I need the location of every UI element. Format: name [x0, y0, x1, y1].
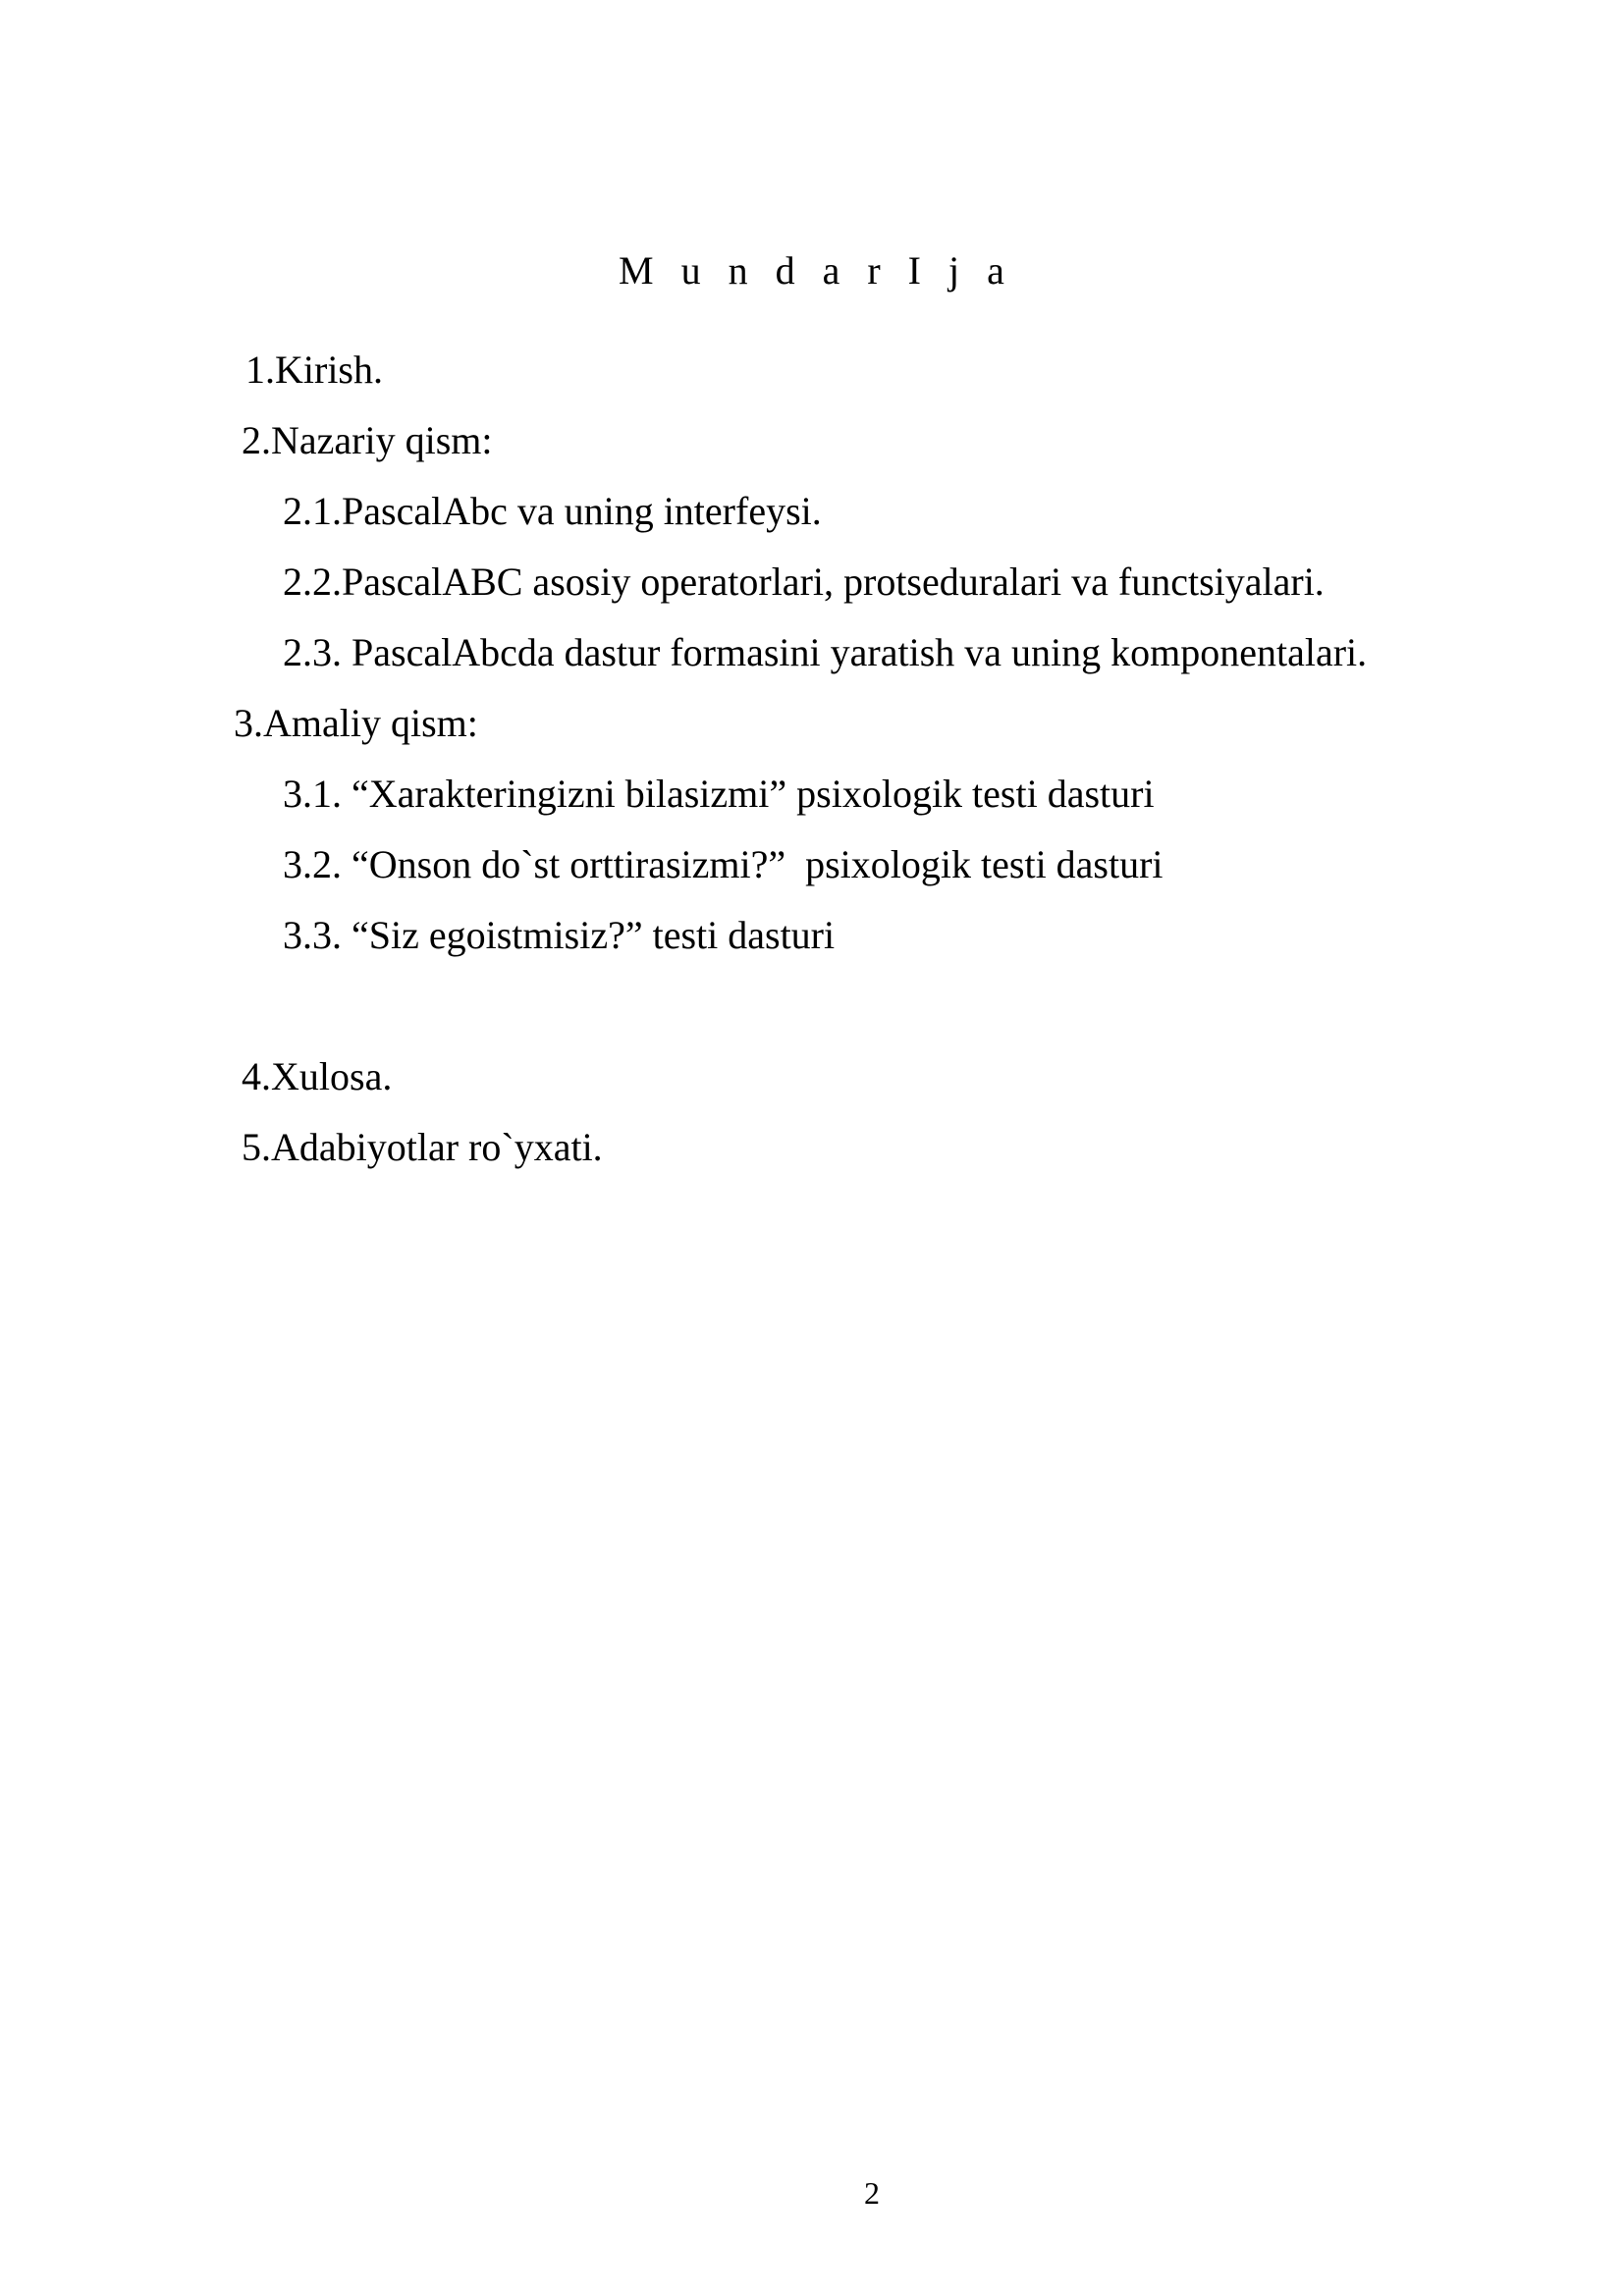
- toc-item-2-1: 2.1.PascalAbc va uning interfeysi.: [283, 489, 822, 533]
- toc-item-3-1: 3.1. “Xarakteringizni bilasizmi” psixologik testi dasturi: [283, 772, 1155, 816]
- toc-item-3-3: 3.3. “Siz egoistmisiz?” testi dasturi: [283, 913, 836, 957]
- toc-item-3-2: 3.2. “Onson do`st orttirasizmi?” psixologik testi dasturi: [283, 842, 1164, 886]
- toc-item-5: 5.Adabiyotlar ro`yxati.: [242, 1125, 603, 1169]
- toc-item-1: 1.Kirish.: [245, 347, 383, 392]
- toc-item-2-3: 2.3. PascalAbcda dastur formasini yaratish va uning komponentalari.: [283, 630, 1368, 674]
- page-number: 2: [864, 2175, 880, 2211]
- toc-item-2-2: 2.2.PascalABC asosiy operatorlari, protseduralari va functsiyalari.: [283, 560, 1325, 604]
- toc-item-4: 4.Xulosa.: [242, 1054, 393, 1098]
- page-title: M u n d a r I j a: [619, 248, 1013, 293]
- toc-item-3: 3.Amaliy qism:: [234, 701, 478, 745]
- toc-item-2: 2.Nazariy qism:: [242, 418, 493, 462]
